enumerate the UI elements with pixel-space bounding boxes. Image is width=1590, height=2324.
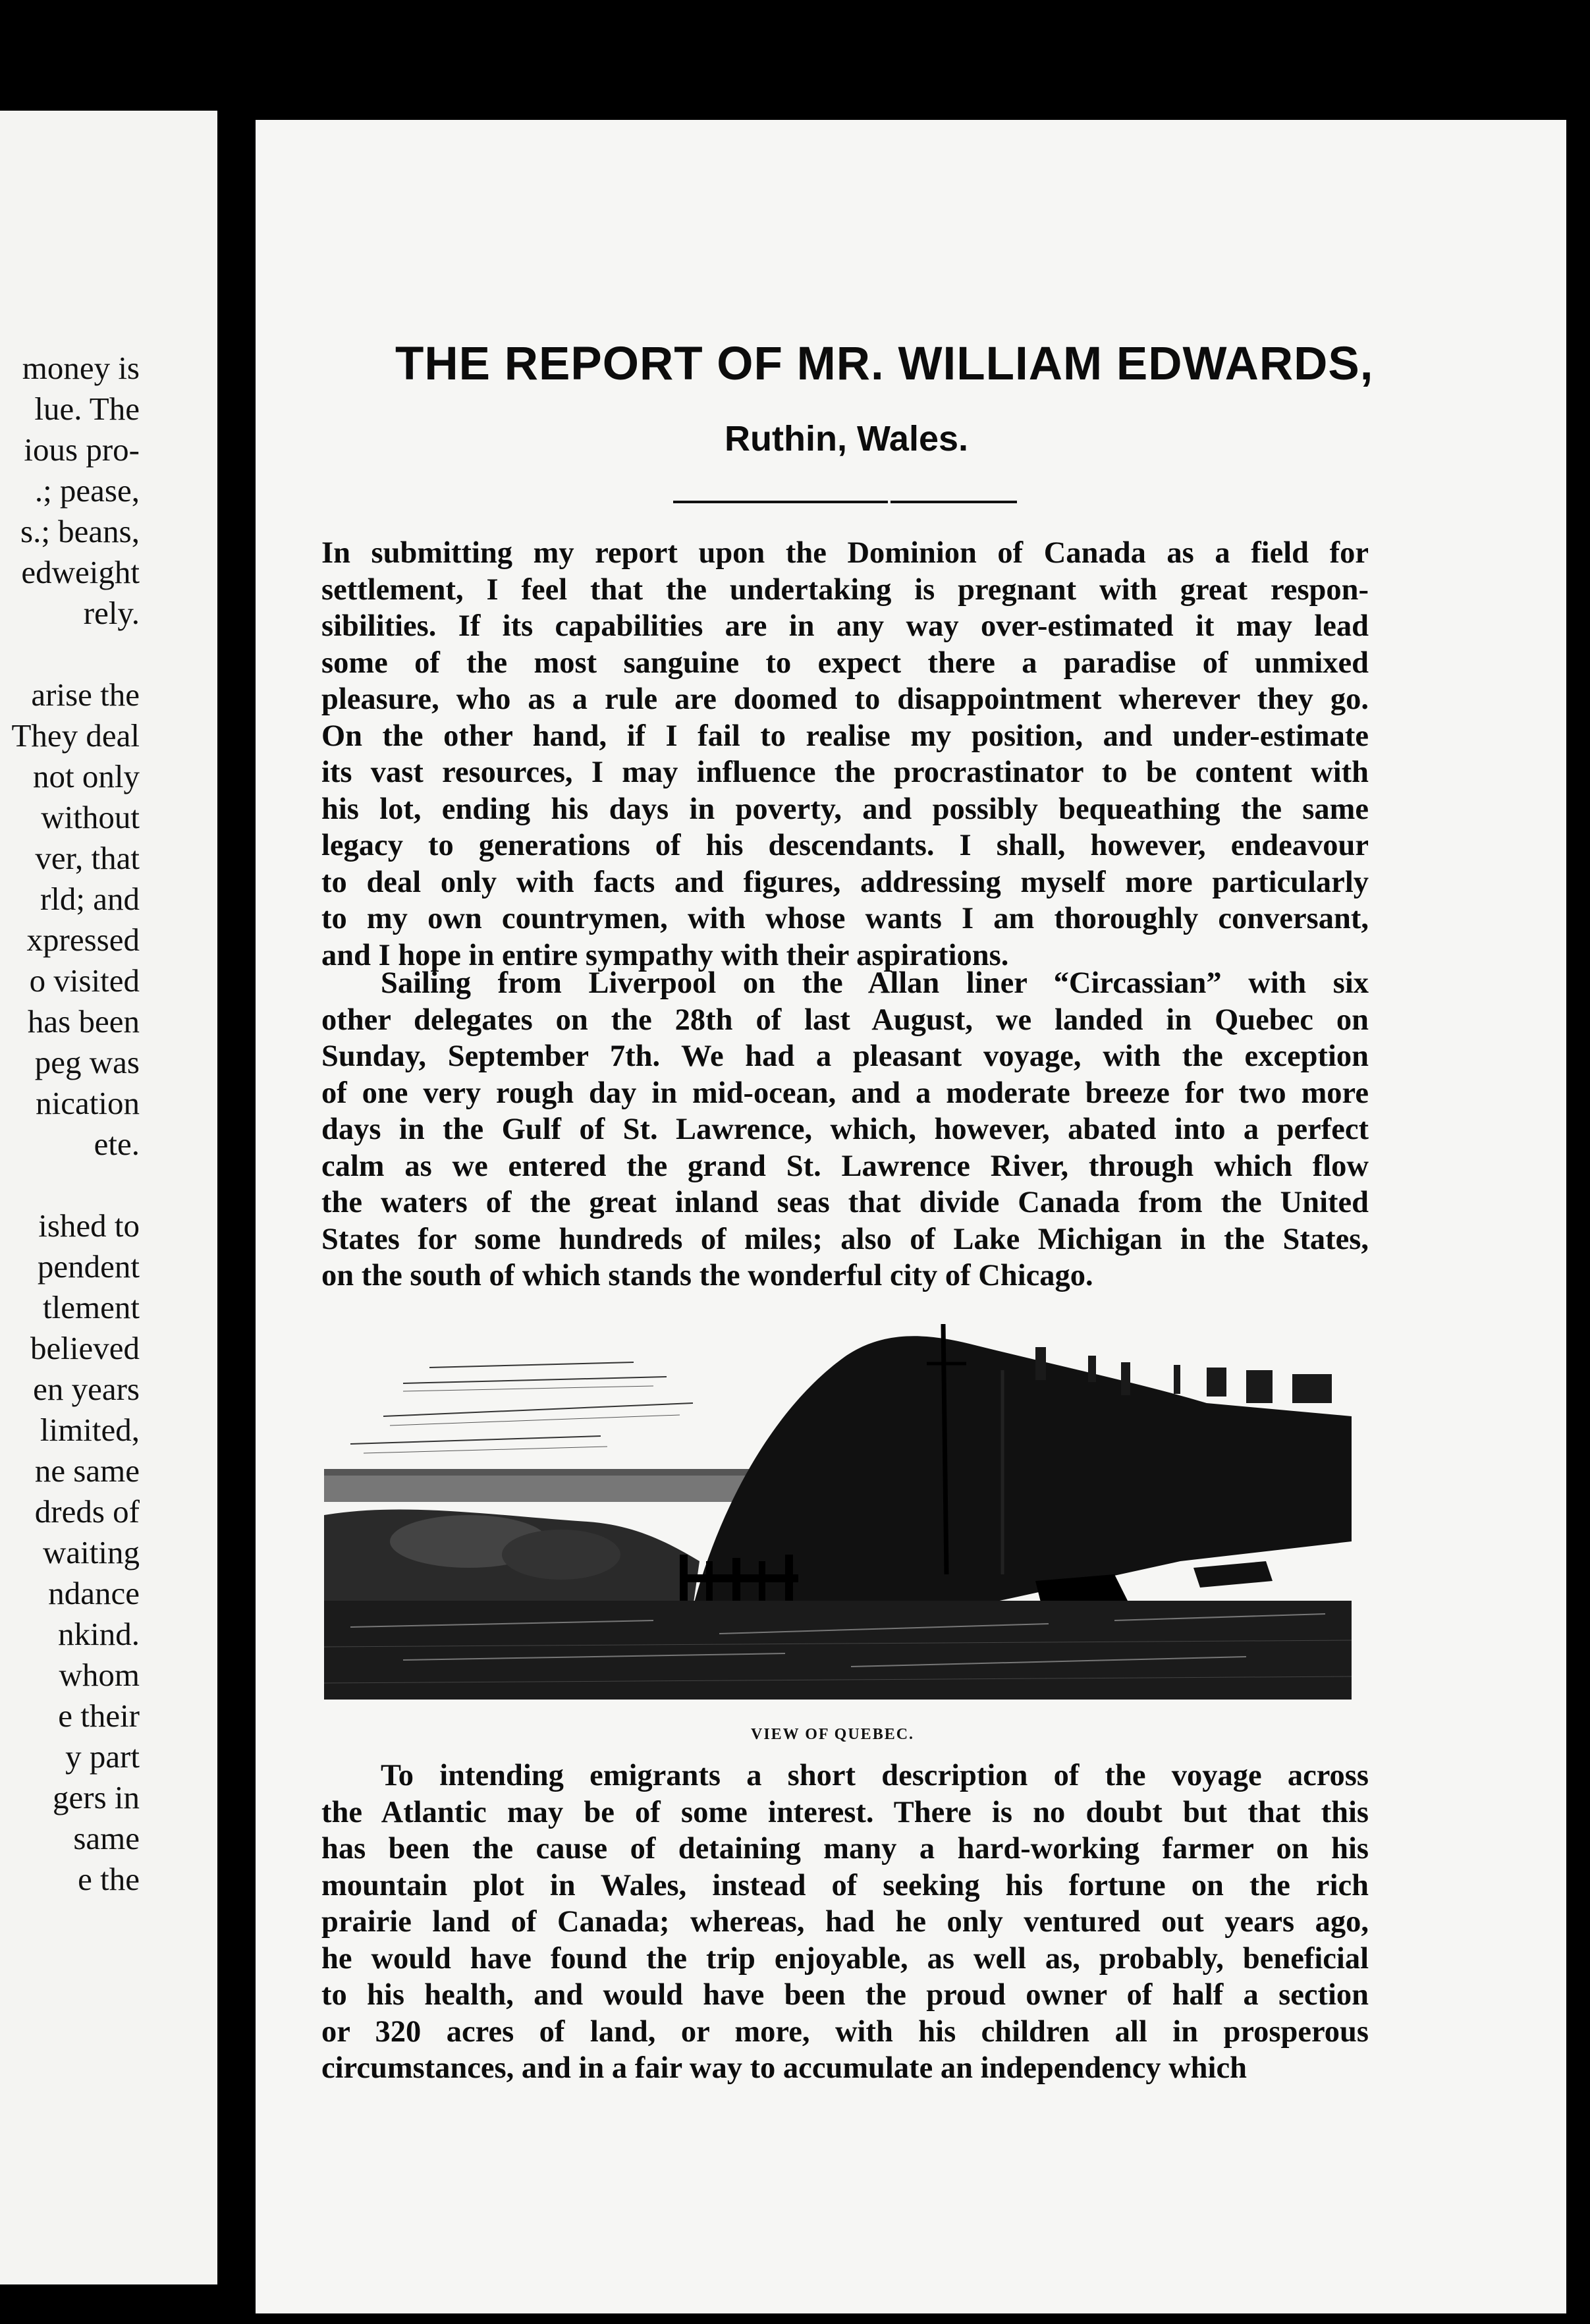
text-line: States for some hundreds of miles; also of Lake Michigan in the States,	[321, 1222, 1369, 1256]
article-subtitle: Ruthin, Wales.	[725, 419, 969, 458]
engraving-illustration	[324, 1324, 1352, 1700]
figure-caption: VIEW OF QUEBEC.	[751, 1726, 915, 1743]
left-page-line: has been	[27, 1003, 140, 1039]
left-page-fragment	[0, 111, 217, 2284]
text-line: other delegates on the 28th of last August, we landed in Quebec on	[321, 1003, 1369, 1037]
text-line: Sunday, September 7th. We had a pleasant voyage, with the exception	[321, 1039, 1369, 1073]
left-page-line: edweight	[21, 554, 140, 590]
text-line: calm as we entered the grand St. Lawrence River, through which flow	[321, 1149, 1369, 1183]
left-page-line: lue. The	[34, 391, 140, 427]
left-page-line: tlement	[43, 1289, 140, 1325]
text-line: To intending emigrants a short description of the voyage across	[381, 1759, 1369, 1792]
left-page-line: .; pease,	[34, 472, 140, 509]
left-page-line	[0, 634, 217, 675]
text-line: sibilities. If its capabilities are in any way over-estimated it may lead	[321, 609, 1369, 643]
article-title: THE REPORT OF MR. WILLIAM EDWARDS,	[395, 338, 1374, 390]
text-line: circumstances, and in a fair way to accumulate an independency which	[321, 2051, 1247, 2085]
left-page-line	[0, 1165, 217, 1205]
left-page-line: ndance	[48, 1575, 140, 1611]
left-page-line: pendent	[37, 1248, 140, 1285]
left-page-line: without	[41, 799, 140, 835]
text-line: its vast resources, I may influence the procrastinator to be content with	[321, 756, 1369, 789]
paragraph-2	[321, 965, 1369, 1294]
text-line: of one very rough day in mid-ocean, and a moderate breeze for two more	[321, 1076, 1369, 1110]
left-page-line: o visited	[29, 962, 140, 999]
left-page-line: not only	[33, 758, 140, 794]
left-page-line: ete.	[94, 1126, 140, 1162]
text-line: and I hope in entire sympathy with their aspirations.	[321, 938, 1009, 972]
text-line: to my own countrymen, with whose wants I am thoroughly conversant,	[321, 902, 1369, 935]
text-line: he would have found the trip enjoyable, as well as, probably, beneficial	[321, 1941, 1369, 1976]
left-page-line: whom	[59, 1657, 140, 1693]
text-line: or 320 acres of land, or more, with his children all in prosperous	[321, 2014, 1369, 2049]
text-line: has been the cause of detaining many a hard-working farmer on his	[321, 1832, 1369, 1866]
text-line: On the other hand, if I fail to realise my position, and under-estimate	[321, 719, 1369, 753]
left-page-line: y part	[65, 1738, 140, 1775]
left-page-line: xpressed	[26, 922, 140, 958]
left-page-line: believed	[30, 1330, 140, 1366]
text-line: In submitting my report upon the Dominion of Canada as a field for	[321, 536, 1369, 570]
left-page-line: en years	[33, 1371, 140, 1407]
paragraph-1	[321, 535, 1369, 974]
left-page-line: limited,	[40, 1412, 140, 1448]
left-page-line: arise the	[31, 677, 140, 713]
left-page-line: money is	[22, 350, 140, 386]
title-rule	[673, 501, 888, 503]
text-line: pleasure, who as a rule are doomed to disappointment wherever they go.	[321, 682, 1369, 716]
left-page-line: gers in	[53, 1779, 140, 1815]
text-line: some of the most sanguine to expect there a paradise of unmixed	[321, 646, 1369, 680]
left-page-line: ver, that	[35, 840, 140, 876]
left-page-line: waiting	[43, 1534, 140, 1570]
text-line: to deal only with facts and figures, addressing myself more particularly	[321, 865, 1369, 899]
text-line: days in the Gulf of St. Lawrence, which, however, abated into a perfect	[321, 1113, 1369, 1146]
text-line: to his health, and would have been the proud owner of half a section	[321, 1978, 1369, 2012]
left-page-text	[0, 348, 217, 1900]
view-of-quebec-engraving	[324, 1324, 1352, 1700]
text-line: his lot, ending his days in poverty, and possibly bequeathing the same	[321, 792, 1369, 826]
text-line: the Atlantic may be of some interest. There is no doubt but that this	[321, 1795, 1369, 1829]
text-line: settlement, I feel that the undertaking is pregnant with great respon-	[321, 572, 1369, 607]
left-page-line: ious pro-	[24, 431, 140, 468]
book-gutter	[217, 99, 257, 2324]
left-page-line: rely.	[83, 595, 140, 631]
left-page-line: They deal	[11, 717, 140, 754]
title-rule	[891, 501, 1017, 503]
text-line: the waters of the great inland seas that divide Canada from the United	[321, 1186, 1369, 1219]
text-line: mountain plot in Wales, instead of seeking his fortune on the rich	[321, 1868, 1369, 1902]
left-page-line: ished to	[38, 1207, 140, 1244]
left-page-line: nication	[36, 1085, 140, 1121]
paragraph-3	[321, 1757, 1369, 2087]
left-page-line: same	[73, 1820, 140, 1856]
text-line: on the south of which stands the wonderful city of Chicago.	[321, 1259, 1093, 1292]
left-page-line: dreds of	[34, 1493, 140, 1530]
text-line: Sailing from Liverpool on the Allan liner “Circassian” with six	[381, 966, 1369, 1000]
left-page-line: nkind.	[58, 1616, 140, 1652]
text-line: prairie land of Canada; whereas, had he only ventured out years ago,	[321, 1905, 1369, 1939]
left-page-line: ne same	[34, 1452, 140, 1489]
left-page-line: s.; beans,	[20, 513, 140, 549]
left-page-line: peg was	[34, 1044, 140, 1080]
left-page-line: rld; and	[40, 881, 140, 917]
text-line: legacy to generations of his descendants. I shall, however, endeavour	[321, 829, 1369, 862]
left-page-line: e their	[58, 1698, 140, 1734]
left-page-line: e the	[78, 1861, 140, 1897]
